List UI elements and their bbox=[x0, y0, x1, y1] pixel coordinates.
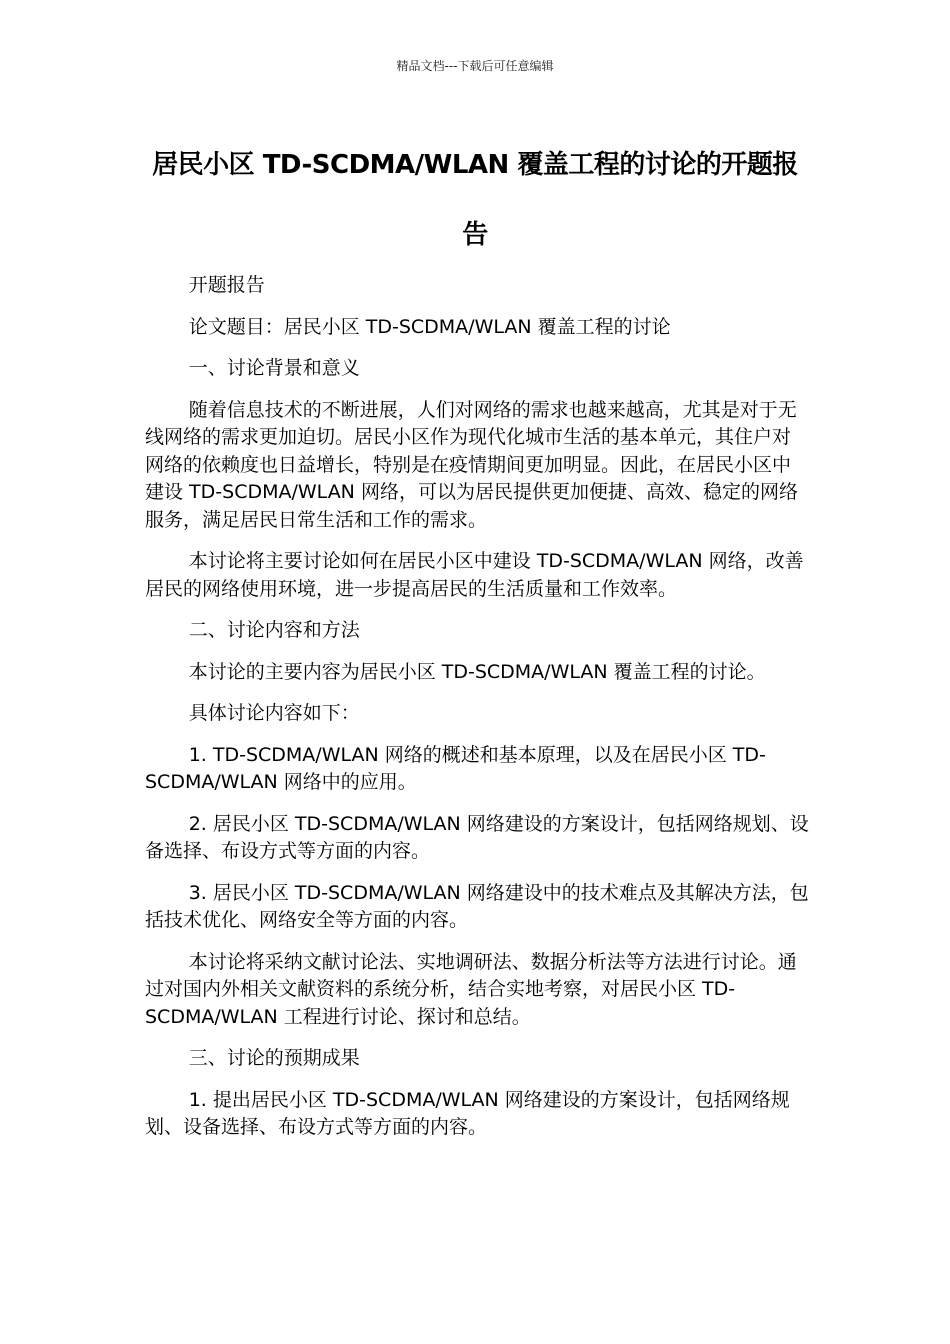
paragraph-content-intro: 具体讨论内容如下： bbox=[188, 702, 360, 724]
section-label: 开题报告 bbox=[188, 274, 265, 296]
section-heading-background: 一、讨论背景和意义 bbox=[188, 357, 360, 379]
header-note: 精品文档---下载后可任意编辑 bbox=[396, 59, 554, 73]
paragraph-background: 随着信息技术的不断进展，人们对网络的需求也越来越高，尤其是对于无线网络的需求更加迫切。居民小区作为现代化城市生活的基本单元，其住户对网络的依赖度也日益增长，特别是在疫情期间更加明显。因此，在居民小区中建设 TD-SCDMA/WLAN 网络，可以为居民提供更加便捷、高效、稳定的网络服务，满足居民日常生活和工作的需求。 bbox=[145, 398, 798, 531]
thesis-topic: 论文题目：居民小区 TD-SCDMA/WLAN 覆盖工程的讨论 bbox=[188, 315, 671, 338]
list-item-content-1: 1. TD-SCDMA/WLAN 网络的概述和基本原理，以及在居民小区 TD-SCDMA/WLAN 网络中的应用。 bbox=[145, 743, 766, 793]
document-title: 居民小区 TD-SCDMA/WLAN 覆盖工程的讨论的开题报告 bbox=[152, 150, 798, 250]
paragraph-main-content: 本讨论的主要内容为居民小区 TD-SCDMA/WLAN 覆盖工程的讨论。 bbox=[188, 660, 766, 683]
list-item-content-3: 3. 居民小区 TD-SCDMA/WLAN 网络建设中的技术难点及其解决方法，包括技术优化、网络安全等方面的内容。 bbox=[145, 881, 809, 931]
list-item-outcome-1: 1. 提出居民小区 TD-SCDMA/WLAN 网络建设的方案设计，包括网络规划、设备选择、布设方式等方面的内容。 bbox=[145, 1088, 790, 1138]
paragraph-goal: 本讨论将主要讨论如何在居民小区中建设 TD-SCDMA/WLAN 网络，改善居民的网络使用环境，进一步提高居民的生活质量和工作效率。 bbox=[145, 550, 804, 600]
section-heading-outcomes: 三、讨论的预期成果 bbox=[188, 1047, 360, 1069]
list-item-content-2: 2. 居民小区 TD-SCDMA/WLAN 网络建设的方案设计，包括网络规划、设备选择、布设方式等方面的内容。 bbox=[145, 812, 809, 862]
document-body bbox=[145, 272, 809, 1156]
section-heading-content-method: 二、讨论内容和方法 bbox=[188, 619, 360, 641]
paragraph-methods: 本讨论将采纳文献讨论法、实地调研法、数据分析法等方法进行讨论。通过对国内外相关文献资料的系统分析，结合实地考察，对居民小区 TD-SCDMA/WLAN 工程进行讨论、探讨和总结。 bbox=[145, 950, 797, 1028]
